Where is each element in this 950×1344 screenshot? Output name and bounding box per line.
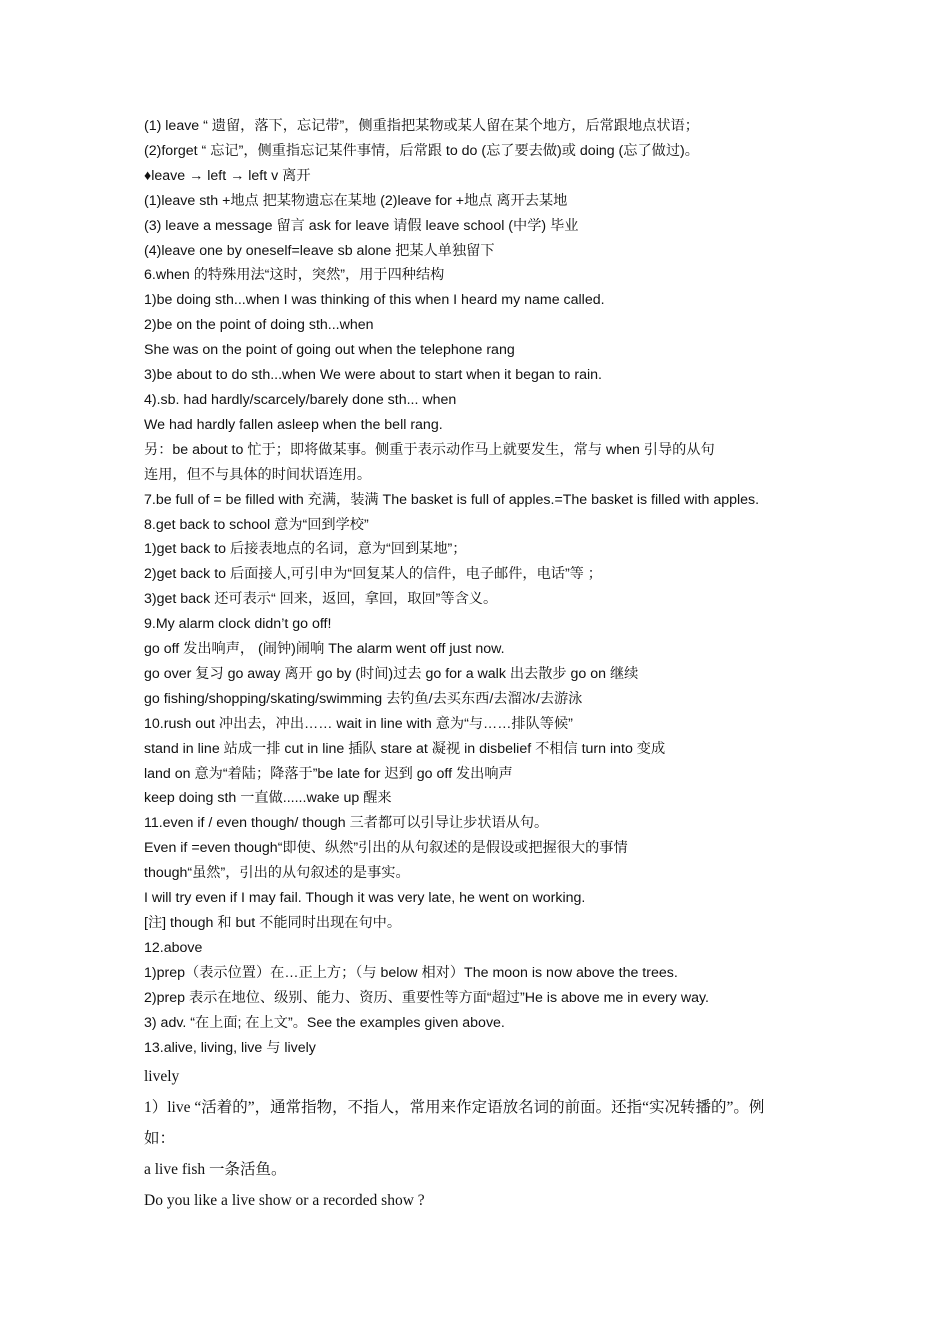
section-heading: 13.alive, living, live 与 lively <box>144 1039 316 1056</box>
text-line: I will try even if I may fail. Though it was very late, he went on working. <box>144 890 586 907</box>
text-line: ♦leave → left → left v 离开 <box>144 167 311 184</box>
text-line-serif: Do you like a live show or a recorded show ? <box>144 1192 425 1210</box>
text-line: Even if =even though“即使、纵然”引出的从句叙述的是假设或把握很大的事情 <box>144 840 628 857</box>
section-heading: 12.above <box>144 939 203 956</box>
text-line: (3) leave a message 留言 ask for leave 请假 leave school (中学) 毕业 <box>144 217 579 234</box>
text-line: land on 意为“着陆；降落于”be late for 迟到 go off 发出响声 <box>144 765 513 782</box>
document-page <box>144 114 824 1216</box>
section-heading: 10.rush out 冲出去，冲出…… wait in line with 意为“与……排队等候” <box>144 715 573 732</box>
text-line: 1)prep（表示位置）在…正上方；（与 below 相对）The moon is now above the trees. <box>144 964 678 981</box>
text-line: go off 发出响声， (闹钟)闹响 The alarm went off just now. <box>144 641 505 658</box>
text-line: keep doing sth 一直做......wake up 醒来 <box>144 790 392 807</box>
text-line: 3) adv. “在上面; 在上文”。See the examples given above. <box>144 1014 505 1031</box>
text-line: go over 复习 go away 离开 go by (时间)过去 go for a walk 出去散步 go on 继续 <box>144 665 639 682</box>
text-line: go fishing/shopping/skating/swimming 去钓鱼/去买东西/去溜冰/去游泳 <box>144 690 583 707</box>
text-line-serif: 如： <box>144 1130 176 1148</box>
text-line: 2)be on the point of doing sth...when <box>144 317 374 334</box>
note-line: [注] though 和 but 不能同时出现在句中。 <box>144 915 402 931</box>
text-line: (2)forget “ 忘记”，侧重指忘记某件事情，后常跟 to do (忘了要去做)或 doing (忘了做过)。 <box>144 142 699 159</box>
section-heading: 8.get back to school 意为“回到学校” <box>144 516 369 533</box>
text-line-serif: lively <box>144 1068 180 1086</box>
text-line: 3)be about to do sth...when We were about to start when it began to rain. <box>144 367 602 384</box>
text-line: 4).sb. had hardly/scarcely/barely done sth... when <box>144 391 457 408</box>
text-line: though“虽然”，引出的从句叙述的是事实。 <box>144 865 410 882</box>
text-line: 2)prep 表示在地位、级别、能力、资历、重要性等方面“超过”He is above me in every way. <box>144 989 709 1006</box>
text-line: 连用，但不与具体的时间状语连用。 <box>144 466 372 483</box>
text-line: We had hardly fallen asleep when the bell rang. <box>144 416 443 433</box>
text-line: She was on the point of going out when the telephone rang <box>144 342 515 359</box>
text-line: (1)leave sth +地点 把某物遗忘在某地 (2)leave for +地点 离开去某地 <box>144 192 568 209</box>
text-line: 另：be about to 忙于；即将做某事。侧重于表示动作马上就要发生，常与 when 引导的从句 <box>144 441 715 458</box>
section-heading: 6.when 的特殊用法“这时，突然”，用于四种结构 <box>144 267 445 284</box>
section-heading: 9.My alarm clock didn’t go off! <box>144 616 332 633</box>
text-line-serif: a live fish 一条活鱼。 <box>144 1161 287 1179</box>
text-line-serif: 1）live “活着的”，通常指物，不指人，常用来作定语放名词的前面。还指“实况转播的”。例 <box>144 1099 765 1117</box>
text-line: 2)get back to 后面接人,可引申为“回复某人的信件，电子邮件，电话”等 ； <box>144 566 602 583</box>
text-line: stand in line 站成一排 cut in line 插队 stare at 凝视 in disbelief 不相信 turn into 变成 <box>144 740 666 757</box>
section-heading: 7.be full of = be filled with 充满，装满 The basket is full of apples.=The basket is filled with apples. <box>144 491 760 508</box>
text-line: (1) leave “ 遗留，落下，忘记带”，侧重指把某物或某人留在某个地方，后常跟地点状语； <box>144 118 699 134</box>
text-line: 1)get back to 后接表地点的名词，意为“回到某地”； <box>144 541 467 558</box>
text-line: 1)be doing sth...when I was thinking of this when I heard my name called. <box>144 292 605 309</box>
text-line: 3)get back 还可表示“ 回来，返回，拿回，取回”等含义。 <box>144 591 498 608</box>
section-heading: 11.even if / even though/ though 三者都可以引导让步状语从句。 <box>144 815 549 832</box>
text-line: (4)leave one by oneself=leave sb alone 把某人单独留下 <box>144 242 495 259</box>
